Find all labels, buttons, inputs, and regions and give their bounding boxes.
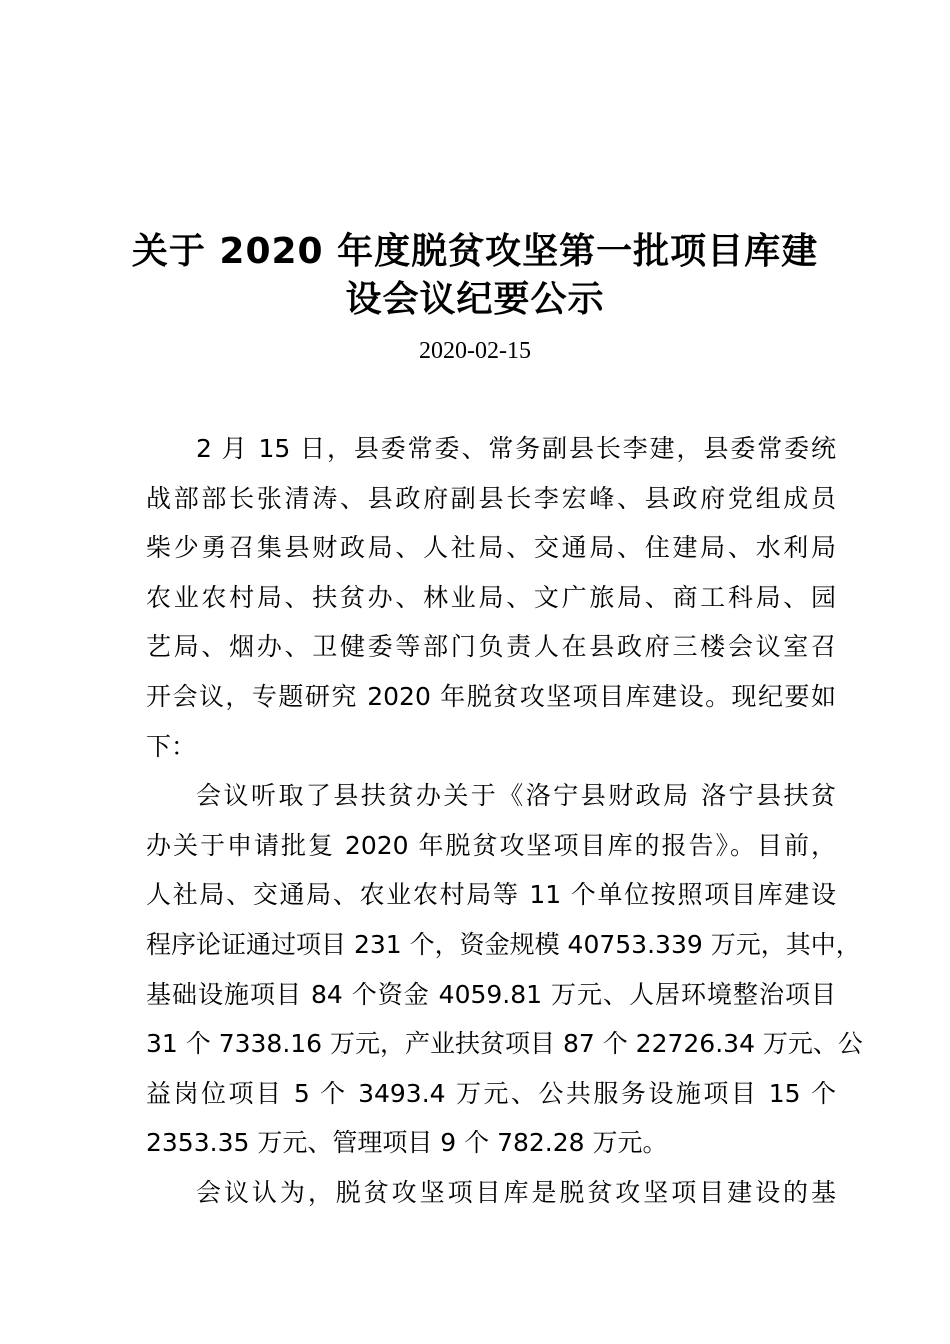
document-title-line-2: 设会议纪要公示 xyxy=(345,279,605,320)
body-line: 益岗位项目 5 个 3493.4 万元、公共服务设施项目 15 个 xyxy=(146,1078,836,1108)
document-title-line-1: 关于 2020 年度脱贫攻坚第一批项目库建 xyxy=(131,231,819,272)
body-line: 下： xyxy=(146,731,197,761)
body-line: 开会议，专题研究 2020 年脱贫攻坚项目库建设。现纪要如 xyxy=(146,681,836,711)
body-line: 会议听取了县扶贫办关于《洛宁县财政局 洛宁县扶贫 xyxy=(196,781,836,811)
document-date: 2020-02-15 xyxy=(419,338,531,364)
document-body xyxy=(146,424,863,1218)
body-line: 程序论证通过项目 231 个，资金规模 40753.339 万元，其中， xyxy=(146,929,861,959)
body-line: 31 个 7338.16 万元，产业扶贫项目 87 个 22726.34 万元、公 xyxy=(146,1029,863,1059)
body-line: 农业农村局、扶贫办、林业局、文广旅局、商工科局、园 xyxy=(146,582,836,612)
body-line: 战部部长张清涛、县政府副县长李宏峰、县政府党组成员 xyxy=(146,483,836,513)
body-line: 2353.35 万元、管理项目 9 个 782.28 万元。 xyxy=(146,1128,668,1158)
body-line: 艺局、烟办、卫健委等部门负责人在县政府三楼会议室召 xyxy=(146,632,836,662)
body-line: 会议认为，脱贫攻坚项目库是脱贫攻坚项目建设的基 xyxy=(196,1177,836,1207)
body-line: 办关于申请批复 2020 年脱贫攻坚项目库的报告》。目前， xyxy=(146,830,836,860)
body-line: 柴少勇召集县财政局、人社局、交通局、住建局、水利局 xyxy=(146,533,836,563)
body-line: 2 月 15 日，县委常委、常务副县长李建，县委常委统 xyxy=(196,434,836,463)
body-line: 人社局、交通局、农业农村局等 11 个单位按照项目库建设 xyxy=(146,880,836,910)
body-line: 基础设施项目 84 个资金 4059.81 万元、人居环境整治项目 xyxy=(146,979,836,1009)
